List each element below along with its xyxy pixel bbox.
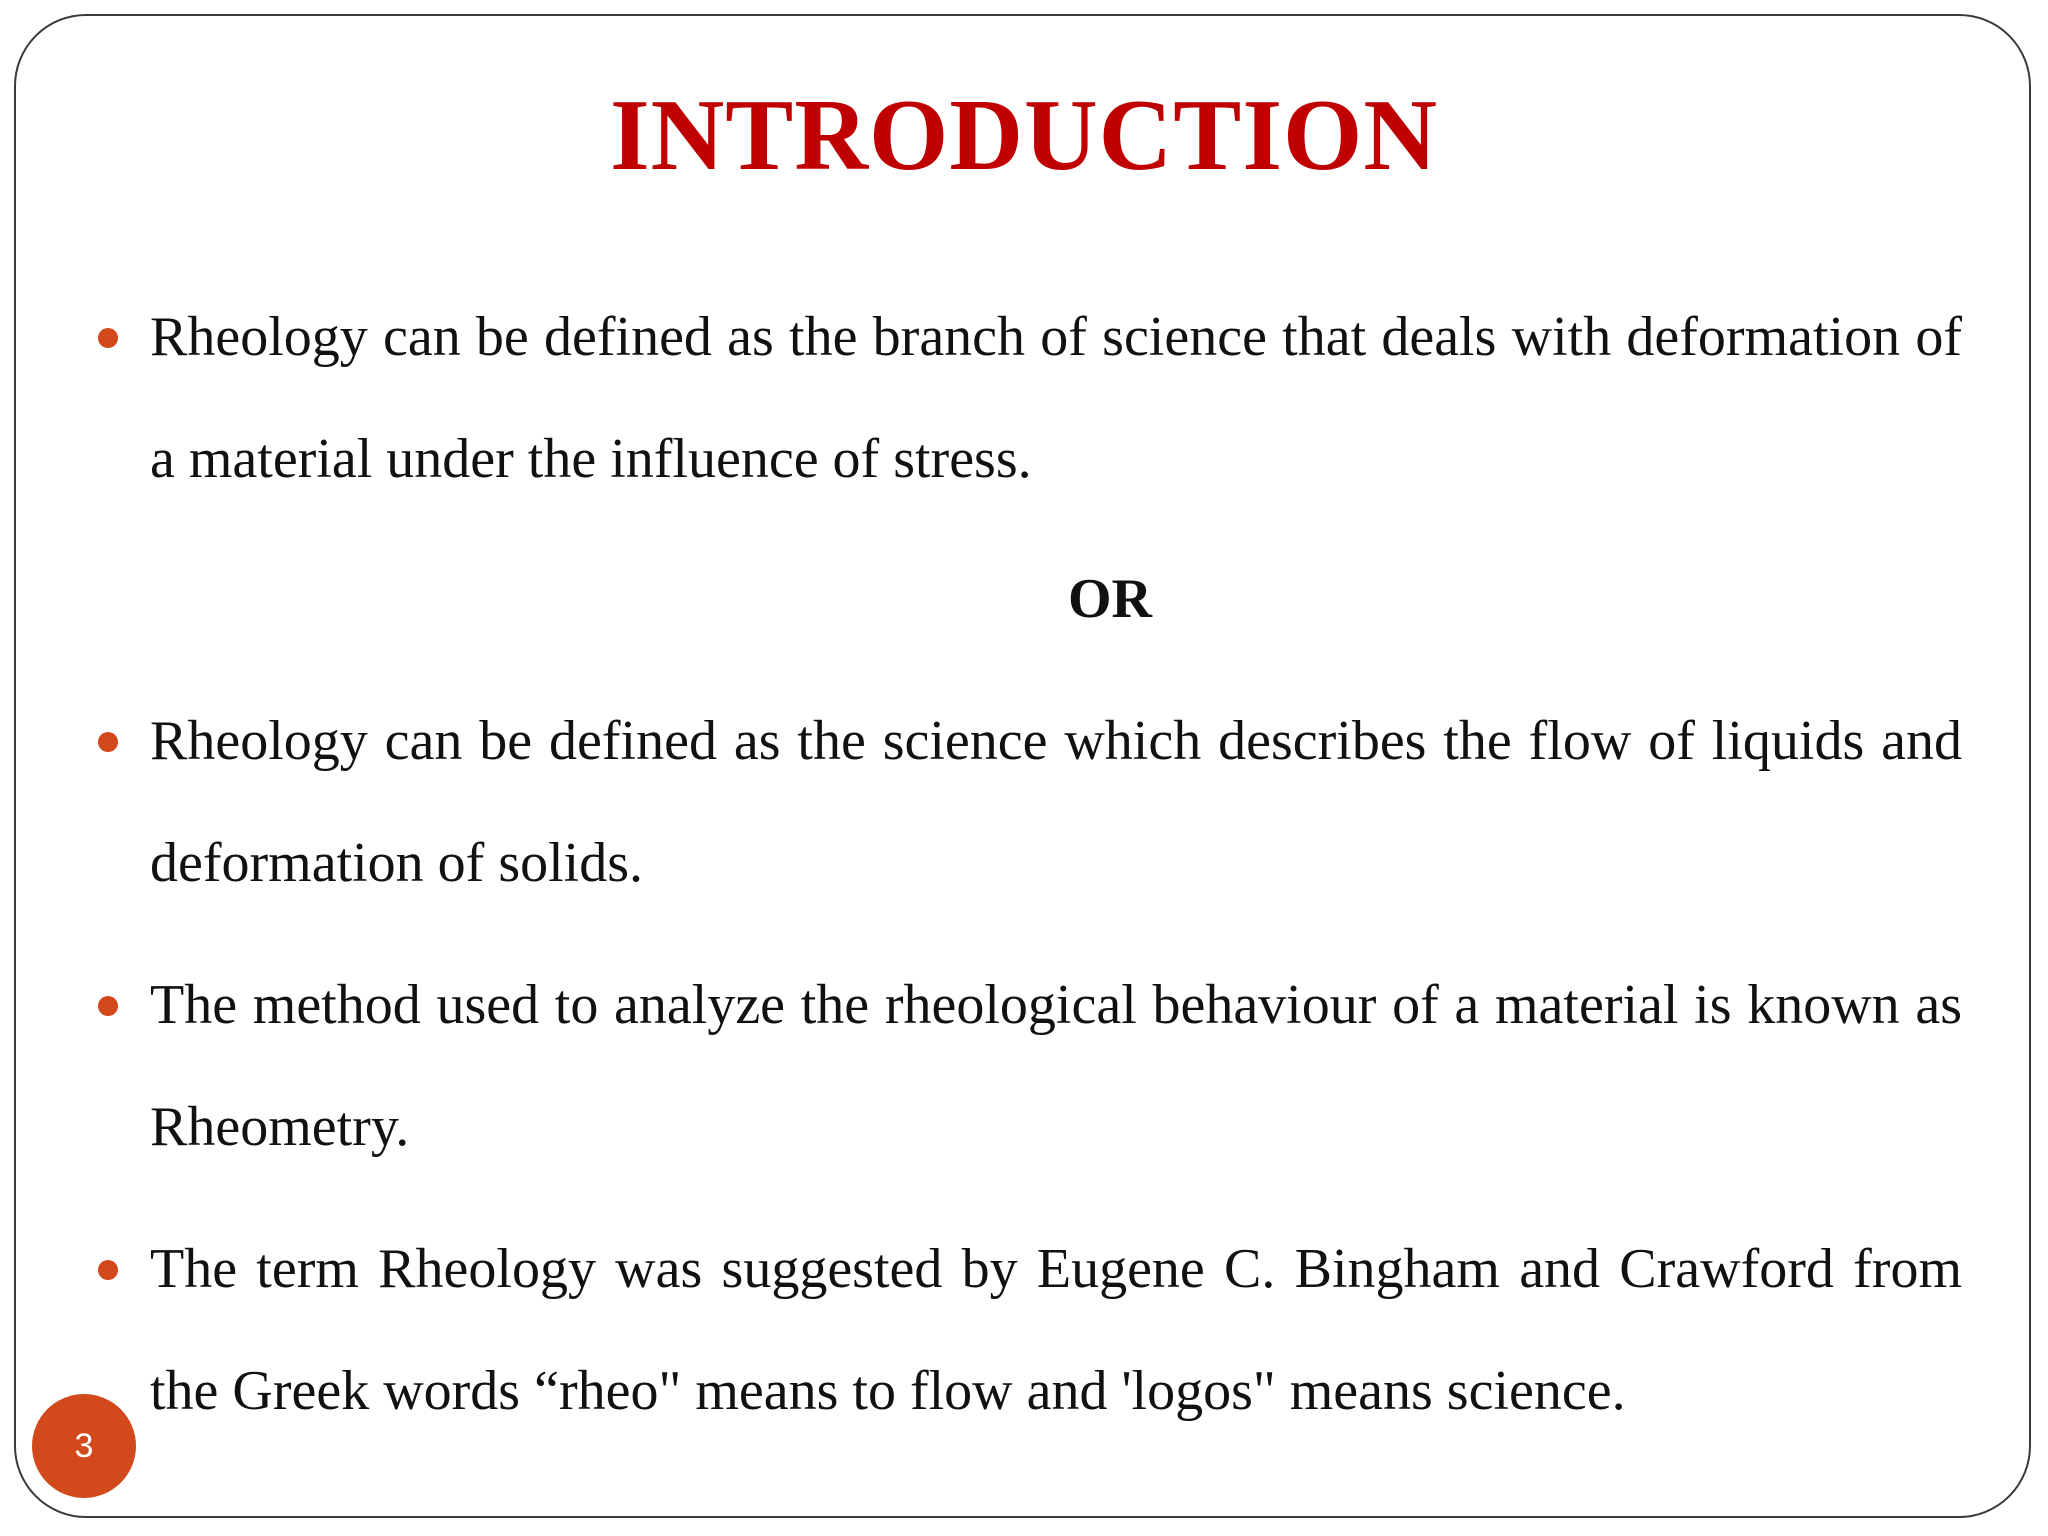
bullet-text: Rheology can be defined as the branch of science that deals with deformation of a material under the influence of stress.: [150, 306, 1962, 490]
bullet-dot-icon: [98, 328, 118, 348]
bullet-dot-icon: [98, 732, 118, 752]
bullet-text: The term Rheology was suggested by Eugene C. Bingham and Crawford from the Greek words “rheo" means to flow and 'logos" means science.: [150, 1238, 1962, 1422]
page-number-badge: 3: [32, 1394, 136, 1498]
bullet-text: Rheology can be defined as the science which describes the flow of liquids and deformation of solids.: [150, 710, 1962, 894]
slide-title: INTRODUCTION: [609, 79, 1439, 192]
bullet-item-4: [150, 1208, 1962, 1452]
or-separator: OR: [1068, 568, 1152, 630]
bullet-dot-icon: [98, 1260, 118, 1280]
bullet-text: The method used to analyze the rheological behaviour of a material is known as Rheometry.: [150, 974, 1962, 1158]
bullet-item-1: [150, 276, 1962, 520]
bullet-dot-icon: [98, 996, 118, 1016]
bullet-item-3: [150, 944, 1962, 1188]
bullet-item-2: [150, 680, 1962, 924]
